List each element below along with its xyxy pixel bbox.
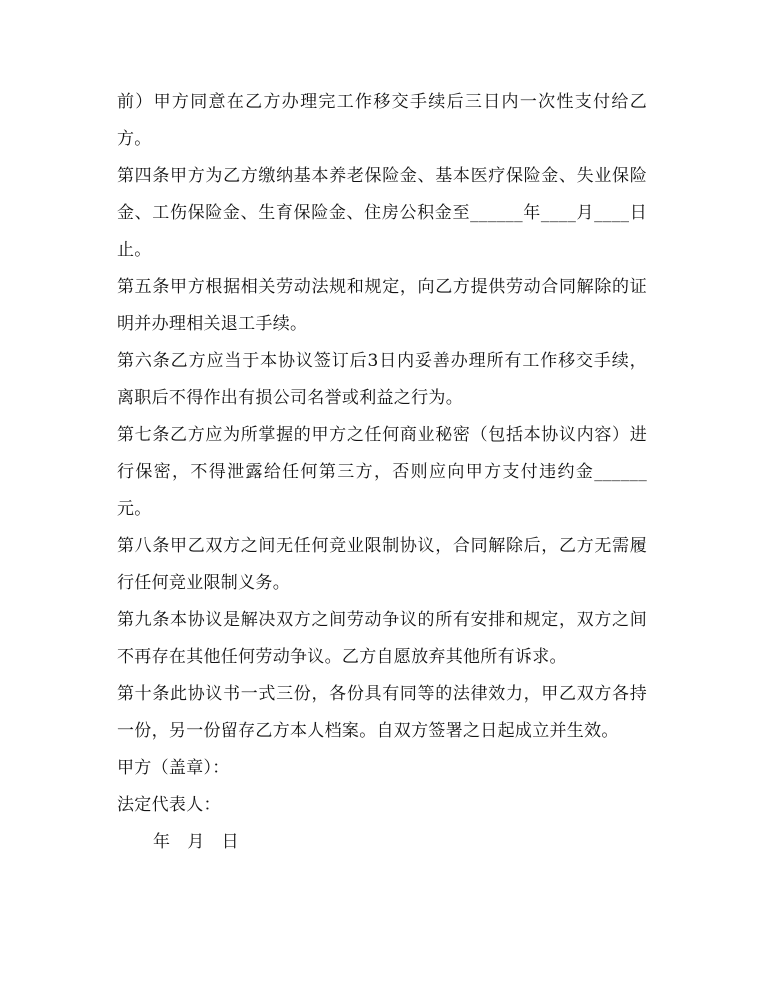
date-year-label: 年 <box>153 832 171 852</box>
signature-date <box>117 824 647 861</box>
paragraph-article-9: 第九条本协议是解决双方之间劳动争议的所有安排和规定，双方之间不再存在其他任何劳动争议。乙方自愿放弃其他所有诉求。 <box>117 610 647 667</box>
paragraph-article-10: 第十条此协议书一式三份，各份具有同等的法律效力，甲乙双方各持一份，另一份留存乙方本人档案。自双方签署之日起成立并生效。 <box>117 684 647 741</box>
paragraph-article-8: 第八条甲乙双方之间无任何竞业限制协议，合同解除后，乙方无需履行任何竞业限制义务。 <box>117 536 647 593</box>
paragraph-article-4: 第四条甲方为乙方缴纳基本养老保险金、基本医疗保险金、失业保险金、工伤保险金、生育保险金、住房公积金至______年____月____日止。 <box>117 166 647 260</box>
paragraph-payment-terms: 前）甲方同意在乙方办理完工作移交手续后三日内一次性支付给乙方。 <box>117 92 647 149</box>
paragraph-article-6: 第六条乙方应当于本协议签订后3日内妥善办理所有工作移交手续，离职后不得作出有损公司名誉或利益之行为。 <box>117 351 647 408</box>
date-day-label: 日 <box>221 832 239 852</box>
document-body <box>117 84 647 861</box>
legal-representative-label: 法定代表人： <box>117 795 221 815</box>
paragraph-article-7: 第七条乙方应为所掌握的甲方之任何商业秘密（包括本协议内容）进行保密，不得泄露给任何第三方，否则应向甲方支付违约金______元。 <box>117 425 647 519</box>
date-month-label: 月 <box>187 832 205 852</box>
paragraph-article-5: 第五条甲方根据相关劳动法规和规定，向乙方提供劳动合同解除的证明并办理相关退工手续。 <box>117 277 647 334</box>
party-a-seal-label: 甲方（盖章）： <box>117 758 230 778</box>
